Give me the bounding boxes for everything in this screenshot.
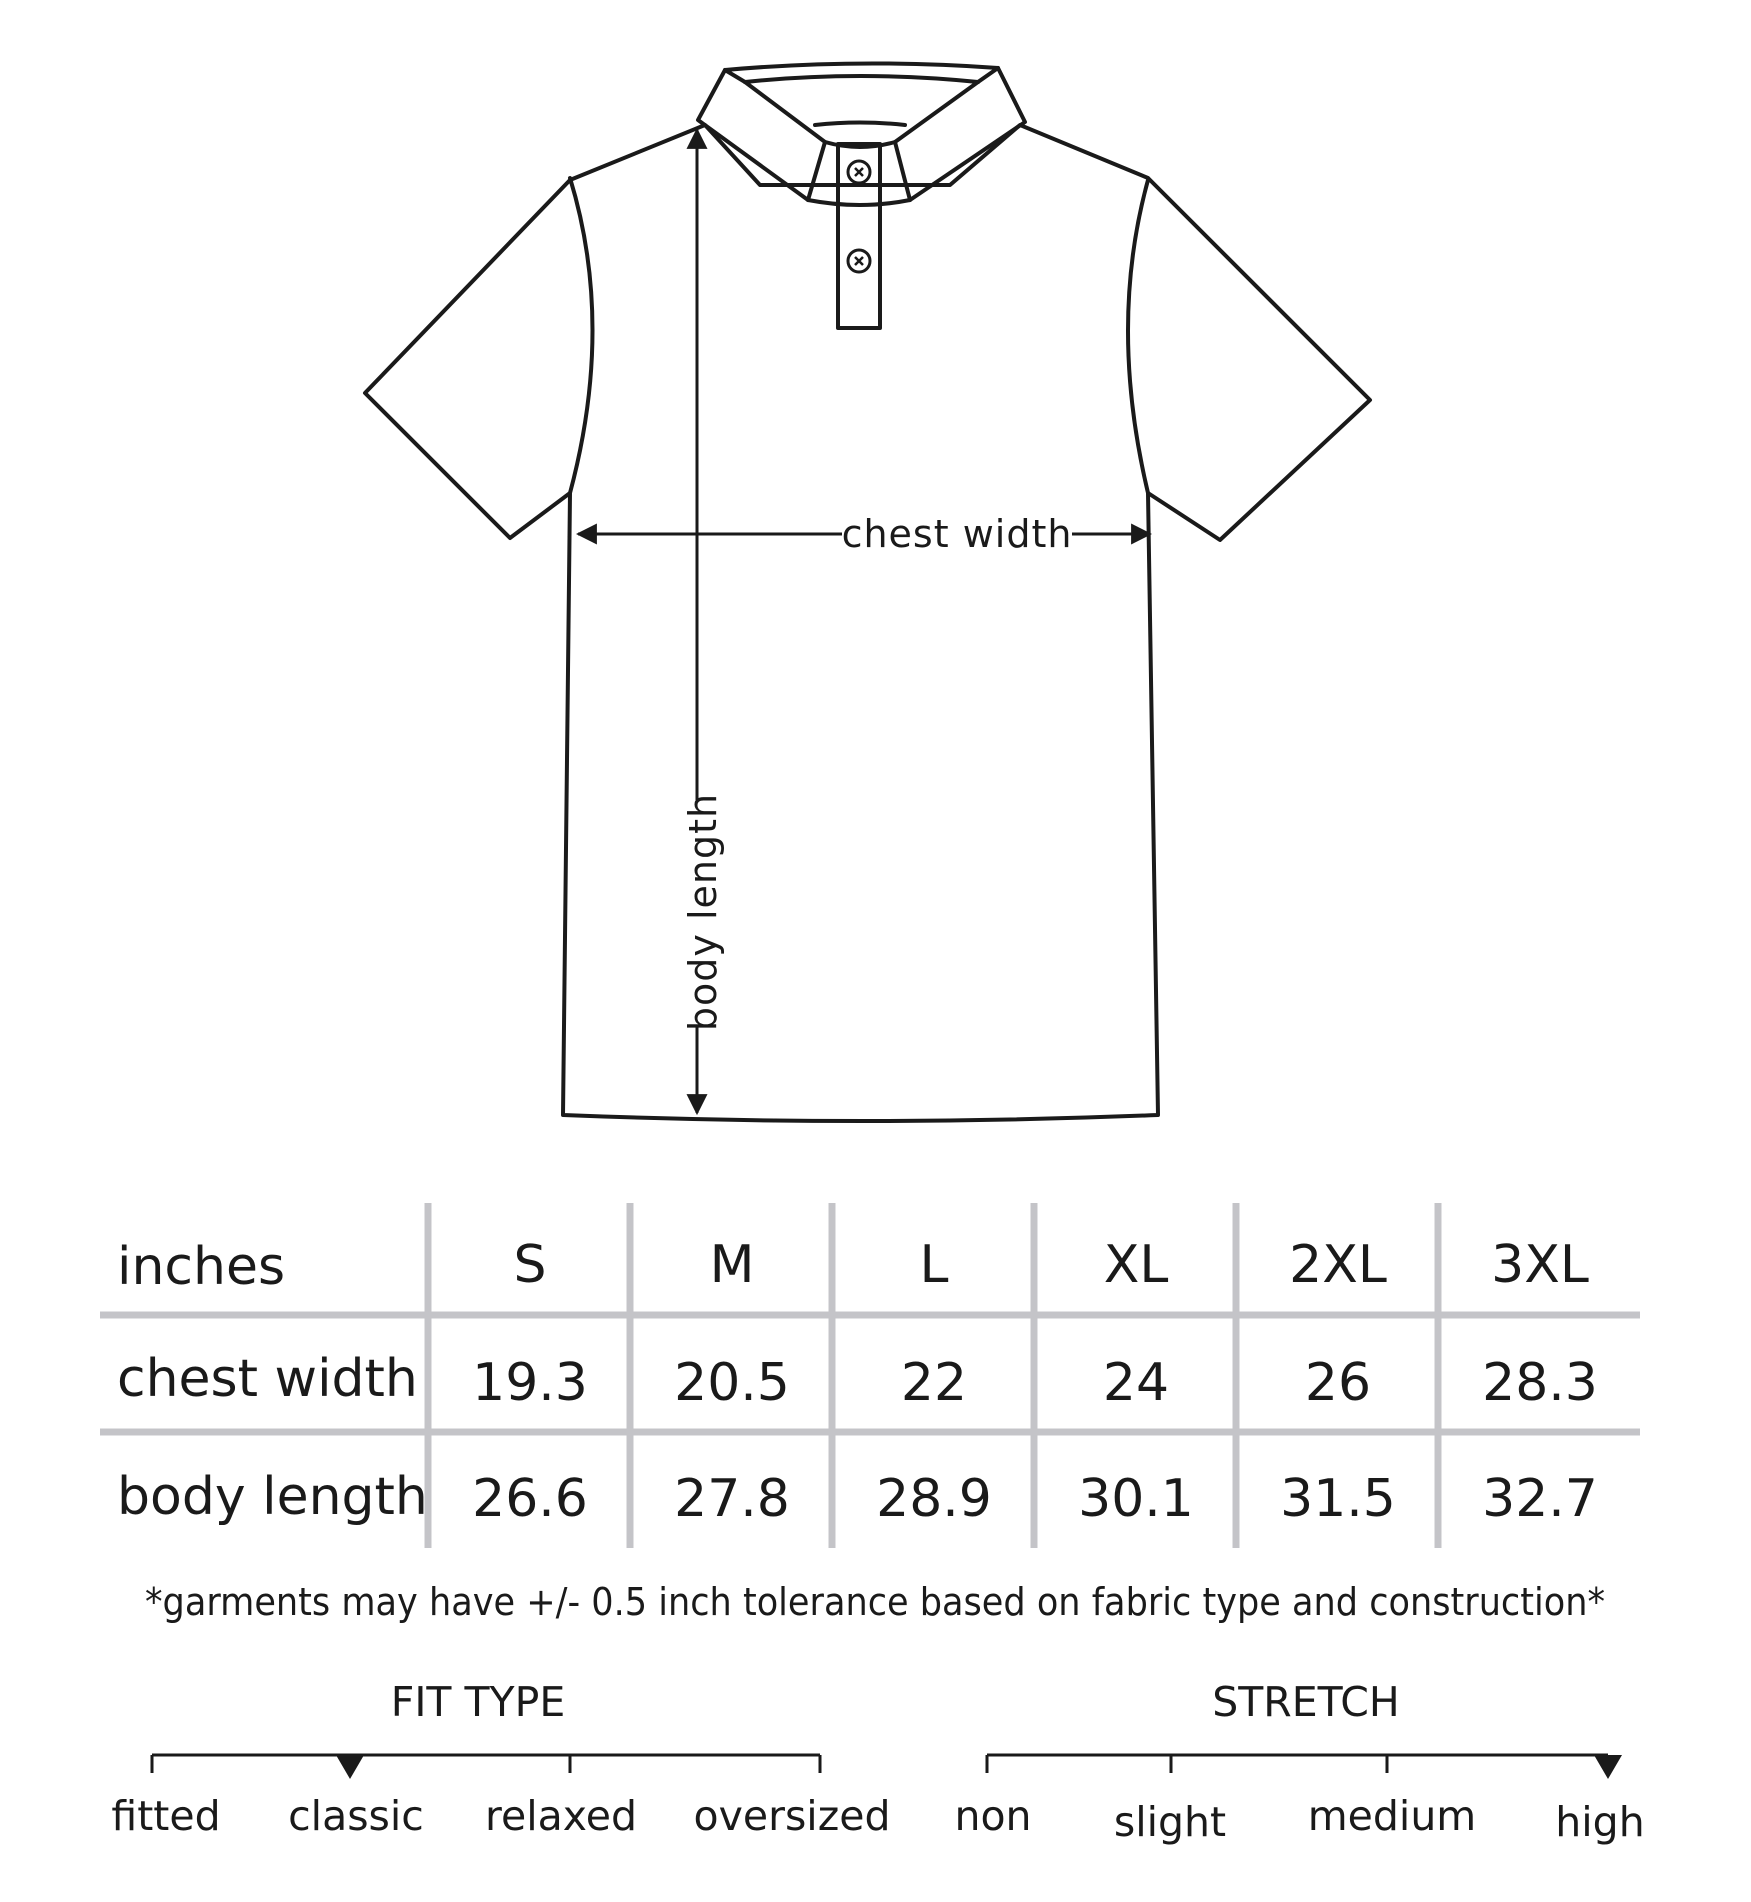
table-cell: 31.5 [1280, 1469, 1396, 1529]
table-cell: 28.3 [1482, 1353, 1598, 1413]
left-sleeve-seam [570, 178, 593, 493]
stretch-option-medium: medium [1307, 1792, 1477, 1840]
back-neckline-inner [815, 123, 905, 126]
right-collar [895, 68, 1025, 200]
table-cell: 22 [900, 1353, 968, 1413]
body-length-dimension [681, 130, 725, 1113]
table-cell: 27.8 [674, 1469, 790, 1529]
right-sleeve-seam [1128, 180, 1148, 493]
table-cell: 32.7 [1482, 1469, 1598, 1529]
size-header-2xl: 2XL [1289, 1235, 1387, 1295]
stretch-title: STRETCH [1212, 1678, 1400, 1726]
tolerance-note: *garments may have +/- 0.5 inch tolerance based on fabric type and construction* [145, 1580, 1605, 1624]
table-cell: 26 [1304, 1353, 1372, 1413]
table-cell: 26.6 [472, 1469, 588, 1529]
stretch-option-non: non [954, 1792, 1032, 1840]
fit-option-oversized: oversized [693, 1792, 891, 1840]
stretch-scale [954, 1678, 1644, 1846]
size-header-3xl: 3XL [1491, 1235, 1589, 1295]
size-header-s: S [513, 1235, 547, 1295]
left-collar [698, 70, 825, 200]
table-cell: 28.9 [876, 1469, 992, 1529]
polo-shirt-illustration [365, 63, 1370, 1121]
table-unit-header: inches [117, 1237, 286, 1297]
table-cell: 20.5 [674, 1353, 790, 1413]
fit-option-relaxed: relaxed [485, 1792, 637, 1840]
row-label-chest-width: chest width [117, 1349, 418, 1409]
stretch-selected-marker-icon [1594, 1755, 1622, 1779]
button-icon-top [848, 161, 870, 183]
fit-option-classic: classic [288, 1792, 424, 1840]
collar-band [725, 63, 998, 70]
chest-width-dimension [578, 512, 1150, 556]
back-neckline [745, 76, 978, 82]
stretch-option-high: high [1555, 1798, 1645, 1846]
size-header-xl: XL [1103, 1235, 1169, 1295]
fit-type-selected-marker-icon [336, 1755, 364, 1779]
size-header-m: M [709, 1235, 755, 1295]
row-label-body-length: body length [117, 1467, 428, 1527]
stretch-option-slight: slight [1113, 1798, 1227, 1846]
button-icon-bottom [848, 250, 870, 272]
fit-option-fitted: fitted [111, 1792, 221, 1840]
table-cell: 19.3 [472, 1353, 588, 1413]
size-header-l: L [919, 1235, 949, 1295]
chest-width-label: chest width [841, 512, 1073, 556]
placket-collar-join [808, 200, 910, 205]
size-table [100, 1203, 1640, 1548]
fit-type-scale [111, 1678, 890, 1840]
table-cell: 24 [1102, 1353, 1170, 1413]
table-cell: 30.1 [1078, 1469, 1194, 1529]
body-length-label: body length [681, 792, 725, 1032]
shirt-body-outline [365, 125, 1370, 1121]
fit-type-title: FIT TYPE [390, 1678, 566, 1726]
